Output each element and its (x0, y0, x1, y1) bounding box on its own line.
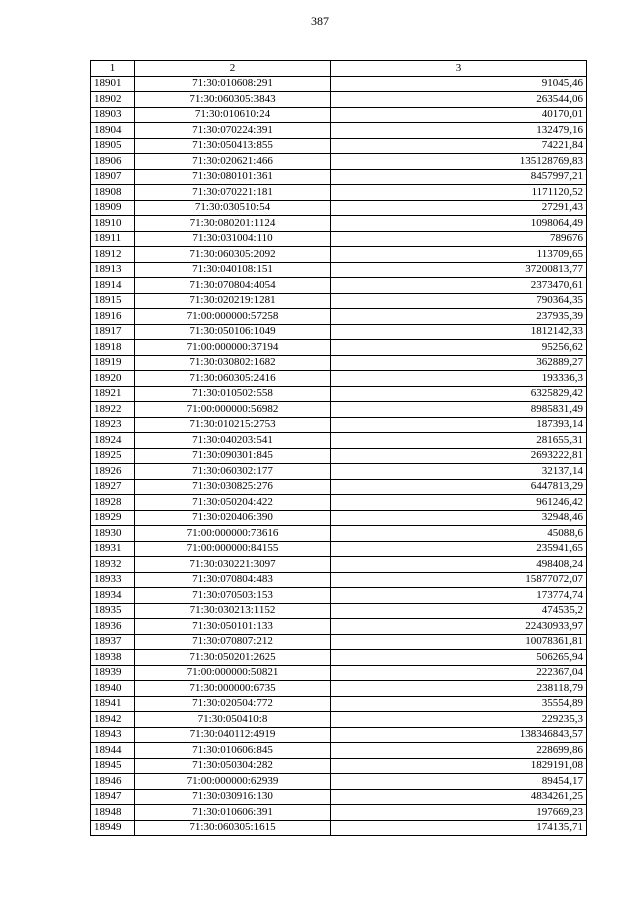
row-number-cell: 18904 (91, 123, 135, 139)
table-row (91, 216, 587, 232)
cadastral-number-cell: 71:00:000000:73616 (135, 526, 331, 542)
row-number-cell: 18935 (91, 603, 135, 619)
value-cell: 32137,14 (331, 464, 587, 480)
cadastral-number-cell: 71:00:000000:50821 (135, 665, 331, 681)
table-row (91, 510, 587, 526)
table-row (91, 231, 587, 247)
cadastral-number-cell: 71:30:060305:3843 (135, 92, 331, 108)
cadastral-number-cell: 71:30:070804:483 (135, 572, 331, 588)
cadastral-number-cell: 71:00:000000:62939 (135, 774, 331, 790)
row-number-cell: 18921 (91, 386, 135, 402)
table-row (91, 355, 587, 371)
value-cell: 789676 (331, 231, 587, 247)
table-row (91, 278, 587, 294)
table-row (91, 464, 587, 480)
table-row (91, 138, 587, 154)
column-header-1: 1 (91, 61, 135, 77)
table-header-row (91, 61, 587, 77)
row-number-cell: 18906 (91, 154, 135, 170)
table-row (91, 433, 587, 449)
page-number: 387 (311, 14, 329, 28)
row-number-cell: 18914 (91, 278, 135, 294)
value-cell: 6325829,42 (331, 386, 587, 402)
row-number-cell: 18913 (91, 262, 135, 278)
row-number-cell: 18907 (91, 169, 135, 185)
value-cell: 8457997,21 (331, 169, 587, 185)
cadastral-number-cell: 71:30:020406:390 (135, 510, 331, 526)
value-cell: 474535,2 (331, 603, 587, 619)
row-number-cell: 18923 (91, 417, 135, 433)
row-number-cell: 18939 (91, 665, 135, 681)
cadastral-number-cell: 71:30:060305:2092 (135, 247, 331, 263)
cadastral-number-cell: 71:30:060302:177 (135, 464, 331, 480)
table-row (91, 293, 587, 309)
table-row (91, 665, 587, 681)
table-row (91, 681, 587, 697)
row-number-cell: 18910 (91, 216, 135, 232)
row-number-cell: 18924 (91, 433, 135, 449)
row-number-cell: 18947 (91, 789, 135, 805)
registry-table (90, 60, 587, 836)
value-cell: 961246,42 (331, 495, 587, 511)
value-cell: 4834261,25 (331, 789, 587, 805)
cadastral-number-cell: 71:30:050410:8 (135, 712, 331, 728)
table-row (91, 185, 587, 201)
row-number-cell: 18948 (91, 805, 135, 821)
table-row (91, 774, 587, 790)
value-cell: 74221,84 (331, 138, 587, 154)
row-number-cell: 18902 (91, 92, 135, 108)
row-number-cell: 18918 (91, 340, 135, 356)
row-number-cell: 18936 (91, 619, 135, 635)
cadastral-number-cell: 71:30:031004:110 (135, 231, 331, 247)
cadastral-number-cell: 71:00:000000:84155 (135, 541, 331, 557)
value-cell: 187393,14 (331, 417, 587, 433)
value-cell: 132479,16 (331, 123, 587, 139)
row-number-cell: 18930 (91, 526, 135, 542)
cadastral-number-cell: 71:30:050106:1049 (135, 324, 331, 340)
value-cell: 362889,27 (331, 355, 587, 371)
row-number-cell: 18920 (91, 371, 135, 387)
table-row (91, 650, 587, 666)
table-row (91, 712, 587, 728)
cadastral-number-cell: 71:30:020621:466 (135, 154, 331, 170)
cadastral-number-cell: 71:30:010610:24 (135, 107, 331, 123)
table-row (91, 526, 587, 542)
row-number-cell: 18912 (91, 247, 135, 263)
row-number-cell: 18941 (91, 696, 135, 712)
value-cell: 91045,46 (331, 76, 587, 92)
table-row (91, 402, 587, 418)
table-row (91, 588, 587, 604)
cadastral-number-cell: 71:30:080201:1124 (135, 216, 331, 232)
row-number-cell: 18916 (91, 309, 135, 325)
row-number-cell: 18934 (91, 588, 135, 604)
cadastral-number-cell: 71:30:040203:541 (135, 433, 331, 449)
cadastral-number-cell: 71:30:020504:772 (135, 696, 331, 712)
row-number-cell: 18937 (91, 634, 135, 650)
column-header-3: 3 (331, 61, 587, 77)
table-row (91, 541, 587, 557)
row-number-cell: 18928 (91, 495, 135, 511)
table-row (91, 386, 587, 402)
value-cell: 197669,23 (331, 805, 587, 821)
value-cell: 45088,6 (331, 526, 587, 542)
value-cell: 228699,86 (331, 743, 587, 759)
value-cell: 235941,65 (331, 541, 587, 557)
row-number-cell: 18905 (91, 138, 135, 154)
table-row (91, 340, 587, 356)
cadastral-number-cell: 71:30:030213:1152 (135, 603, 331, 619)
cadastral-number-cell: 71:30:070221:181 (135, 185, 331, 201)
table-row (91, 557, 587, 573)
row-number-cell: 18946 (91, 774, 135, 790)
table-row (91, 107, 587, 123)
table-row (91, 92, 587, 108)
cadastral-number-cell: 71:30:080101:361 (135, 169, 331, 185)
table-row (91, 262, 587, 278)
row-number-cell: 18919 (91, 355, 135, 371)
cadastral-number-cell: 71:30:030825:276 (135, 479, 331, 495)
table-row (91, 309, 587, 325)
value-cell: 263544,06 (331, 92, 587, 108)
cadastral-number-cell: 71:30:050101:133 (135, 619, 331, 635)
table-row (91, 371, 587, 387)
value-cell: 37200813,77 (331, 262, 587, 278)
table-row (91, 200, 587, 216)
cadastral-number-cell: 71:30:090301:845 (135, 448, 331, 464)
table-row (91, 603, 587, 619)
cadastral-number-cell: 71:30:070804:4054 (135, 278, 331, 294)
value-cell: 1098064,49 (331, 216, 587, 232)
row-number-cell: 18944 (91, 743, 135, 759)
value-cell: 15877072,07 (331, 572, 587, 588)
value-cell: 174135,71 (331, 820, 587, 836)
cadastral-number-cell: 71:30:040108:151 (135, 262, 331, 278)
value-cell: 138346843,57 (331, 727, 587, 743)
table-row (91, 820, 587, 836)
row-number-cell: 18949 (91, 820, 135, 836)
row-number-cell: 18922 (91, 402, 135, 418)
value-cell: 8985831,49 (331, 402, 587, 418)
cadastral-number-cell: 71:30:070224:391 (135, 123, 331, 139)
cadastral-number-cell: 71:30:030221:3097 (135, 557, 331, 573)
row-number-cell: 18901 (91, 76, 135, 92)
row-number-cell: 18915 (91, 293, 135, 309)
row-number-cell: 18927 (91, 479, 135, 495)
cadastral-number-cell: 71:30:040112:4919 (135, 727, 331, 743)
value-cell: 113709,65 (331, 247, 587, 263)
table-row (91, 743, 587, 759)
cadastral-number-cell: 71:30:030510:54 (135, 200, 331, 216)
row-number-cell: 18908 (91, 185, 135, 201)
cadastral-number-cell: 71:30:010606:845 (135, 743, 331, 759)
value-cell: 135128769,83 (331, 154, 587, 170)
value-cell: 790364,35 (331, 293, 587, 309)
row-number-cell: 18943 (91, 727, 135, 743)
value-cell: 237935,39 (331, 309, 587, 325)
table-row (91, 495, 587, 511)
table-row (91, 123, 587, 139)
cadastral-number-cell: 71:30:010215:2753 (135, 417, 331, 433)
table-row (91, 758, 587, 774)
row-number-cell: 18938 (91, 650, 135, 666)
value-cell: 27291,43 (331, 200, 587, 216)
value-cell: 6447813,29 (331, 479, 587, 495)
value-cell: 40170,01 (331, 107, 587, 123)
table-row (91, 76, 587, 92)
table-row (91, 448, 587, 464)
table-row (91, 169, 587, 185)
value-cell: 2373470,61 (331, 278, 587, 294)
cadastral-number-cell: 71:30:050204:422 (135, 495, 331, 511)
value-cell: 506265,94 (331, 650, 587, 666)
value-cell: 1829191,08 (331, 758, 587, 774)
value-cell: 1812142,33 (331, 324, 587, 340)
table-row (91, 154, 587, 170)
cadastral-number-cell: 71:30:010608:291 (135, 76, 331, 92)
value-cell: 222367,04 (331, 665, 587, 681)
row-number-cell: 18909 (91, 200, 135, 216)
value-cell: 498408,24 (331, 557, 587, 573)
value-cell: 89454,17 (331, 774, 587, 790)
value-cell: 173774,74 (331, 588, 587, 604)
table-row (91, 634, 587, 650)
cadastral-number-cell: 71:30:010606:391 (135, 805, 331, 821)
table-row (91, 789, 587, 805)
cadastral-number-cell: 71:30:020219:1281 (135, 293, 331, 309)
value-cell: 95256,62 (331, 340, 587, 356)
value-cell: 35554,89 (331, 696, 587, 712)
row-number-cell: 18932 (91, 557, 135, 573)
cadastral-number-cell: 71:30:010502:558 (135, 386, 331, 402)
table-row (91, 619, 587, 635)
table-row (91, 572, 587, 588)
cadastral-number-cell: 71:00:000000:57258 (135, 309, 331, 325)
cadastral-number-cell: 71:30:050304:282 (135, 758, 331, 774)
table-row (91, 805, 587, 821)
value-cell: 281655,31 (331, 433, 587, 449)
table-row (91, 324, 587, 340)
cadastral-number-cell: 71:30:070807:212 (135, 634, 331, 650)
value-cell: 22430933,97 (331, 619, 587, 635)
row-number-cell: 18942 (91, 712, 135, 728)
value-cell: 193336,3 (331, 371, 587, 387)
cadastral-number-cell: 71:30:000000:6735 (135, 681, 331, 697)
value-cell: 2693222,81 (331, 448, 587, 464)
cadastral-number-cell: 71:30:030802:1682 (135, 355, 331, 371)
row-number-cell: 18925 (91, 448, 135, 464)
row-number-cell: 18940 (91, 681, 135, 697)
table-row (91, 479, 587, 495)
value-cell: 10078361,81 (331, 634, 587, 650)
row-number-cell: 18917 (91, 324, 135, 340)
cadastral-number-cell: 71:30:050201:2625 (135, 650, 331, 666)
row-number-cell: 18931 (91, 541, 135, 557)
table-row (91, 727, 587, 743)
cadastral-number-cell: 71:30:060305:2416 (135, 371, 331, 387)
column-header-2: 2 (135, 61, 331, 77)
value-cell: 1171120,52 (331, 185, 587, 201)
value-cell: 229235,3 (331, 712, 587, 728)
cadastral-number-cell: 71:00:000000:56982 (135, 402, 331, 418)
cadastral-number-cell: 71:30:070503:153 (135, 588, 331, 604)
value-cell: 32948,46 (331, 510, 587, 526)
row-number-cell: 18903 (91, 107, 135, 123)
row-number-cell: 18911 (91, 231, 135, 247)
table-body (91, 76, 587, 836)
cadastral-number-cell: 71:30:030916:130 (135, 789, 331, 805)
table-row (91, 696, 587, 712)
row-number-cell: 18929 (91, 510, 135, 526)
table-row (91, 247, 587, 263)
value-cell: 238118,79 (331, 681, 587, 697)
row-number-cell: 18945 (91, 758, 135, 774)
row-number-cell: 18933 (91, 572, 135, 588)
table-row (91, 417, 587, 433)
cadastral-number-cell: 71:30:060305:1615 (135, 820, 331, 836)
cadastral-number-cell: 71:30:050413:855 (135, 138, 331, 154)
cadastral-number-cell: 71:00:000000:37194 (135, 340, 331, 356)
row-number-cell: 18926 (91, 464, 135, 480)
